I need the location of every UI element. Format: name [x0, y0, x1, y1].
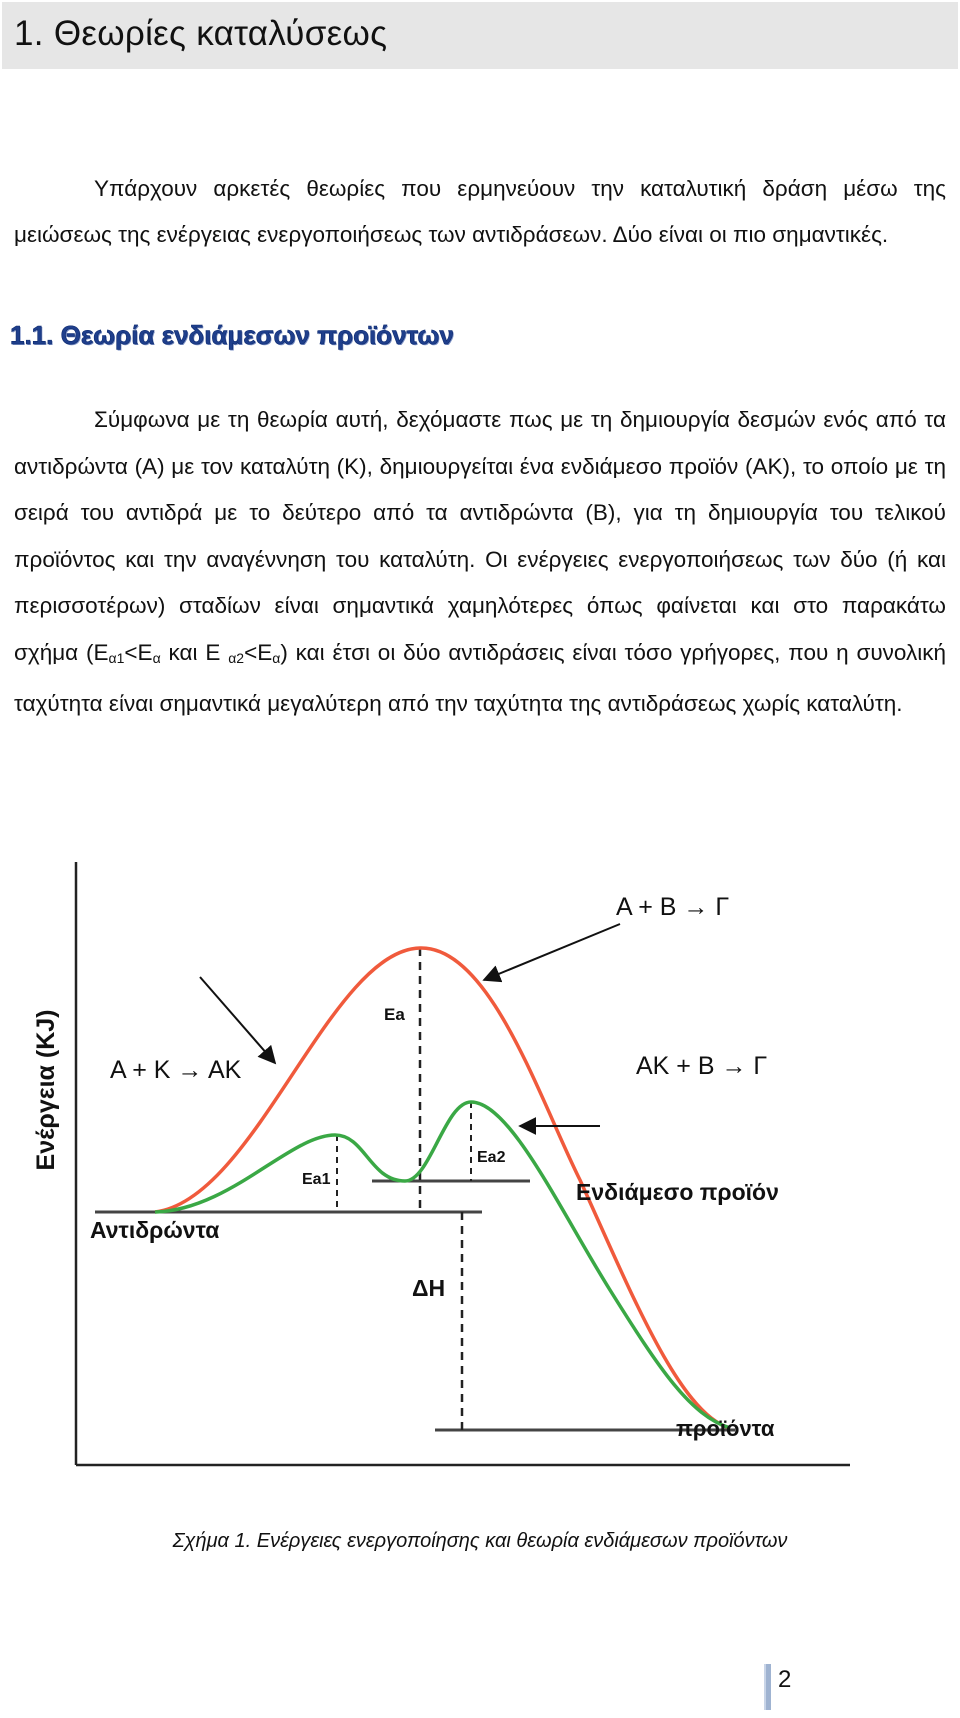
- figure-caption: Σχήμα 1. Ενέργειες ενεργοποίησης και θεωρία ενδιάμεσων προϊόντων: [172, 1530, 788, 1552]
- label-ea2: Ea2: [477, 1149, 506, 1166]
- page-number: 2: [778, 1666, 792, 1693]
- section-text-mid1: <Ε: [124, 639, 153, 665]
- label-intermediate: Ενδιάμεσο προϊόν: [576, 1179, 779, 1205]
- page-title: 1. Θεωρίες καταλύσεως: [14, 14, 388, 53]
- title-bar: [2, 2, 958, 69]
- subscript-a-2: α: [272, 649, 281, 666]
- label-reactants: Αντιδρώντα: [90, 1217, 220, 1243]
- label-uncatalyzed-reaction: Α + Β → Γ: [616, 893, 730, 921]
- subscript-a: α: [152, 649, 161, 666]
- label-delta-h: ΔΗ: [412, 1275, 446, 1301]
- label-ea: Ea: [384, 1005, 405, 1024]
- section-text-mid2: και Ε: [160, 639, 229, 665]
- section-text-2: ) και έτσι οι δύο αντιδράσεις είναι τόσο γρήγορες, που η συνολική ταχύτητα είναι σημαντικά μεγαλύτερη από την ταχύτητα της αντιδράσεως χωρίς καταλύτη.: [14, 639, 947, 716]
- subscript-a2: α2: [228, 649, 245, 666]
- section-text-1: Σύμφωνα με τη θεωρία αυτή, δεχόμαστε πως με τη δημιουργία δεσμών ενός από τα αντιδρώντα (Α) με τον καταλύτη (Κ), δημιουργείται ένα ενδιάμεσο προϊόν (ΑΚ), το οποίο με τη σειρά του αντιδρά με το δεύτερο από τα αντιδρώντα (Β), για τη δημιουργία του τελικού προϊόντος και την αναγέννηση του καταλύτη. Οι ενέργειες ενεργοποιήσεως των δύο (ή και περισσοτέρων) σταδίων είναι σημαντικά χαμηλότερες όπως φαίνεται και στο παρακάτω σχήμα (Ε: [14, 407, 946, 665]
- page-number-bar: [764, 1664, 771, 1710]
- section-paragraph: [14, 397, 946, 728]
- subscript-a1: α1: [108, 649, 125, 666]
- label-step1: Α + Κ → ΑΚ: [110, 1056, 242, 1084]
- label-step2: ΑΚ + Β → Γ: [636, 1052, 768, 1080]
- intro-paragraph: [14, 166, 946, 258]
- section-heading: 1.1. Θεωρία ενδιάμεσων προϊόντων: [10, 320, 454, 350]
- energy-diagram: [0, 850, 960, 1520]
- label-products: προϊόντα: [676, 1416, 775, 1441]
- section-text-mid3: <Ε: [244, 639, 273, 665]
- arrow-uncatalyzed: [484, 924, 620, 980]
- y-axis-label: Ενέργεια (KJ): [32, 1009, 60, 1171]
- label-ea1: Ea1: [302, 1171, 331, 1188]
- catalyzed-curve: [155, 1102, 730, 1428]
- intro-text: Υπάρχουν αρκετές θεωρίες που ερμηνεύουν την καταλυτική δράση μέσω της μειώσεως της ενέργειας ενεργοποιήσεως των αντιδράσεων. Δύο είναι οι πιο σημαντικές.: [14, 176, 946, 247]
- arrow-step1: [200, 977, 275, 1063]
